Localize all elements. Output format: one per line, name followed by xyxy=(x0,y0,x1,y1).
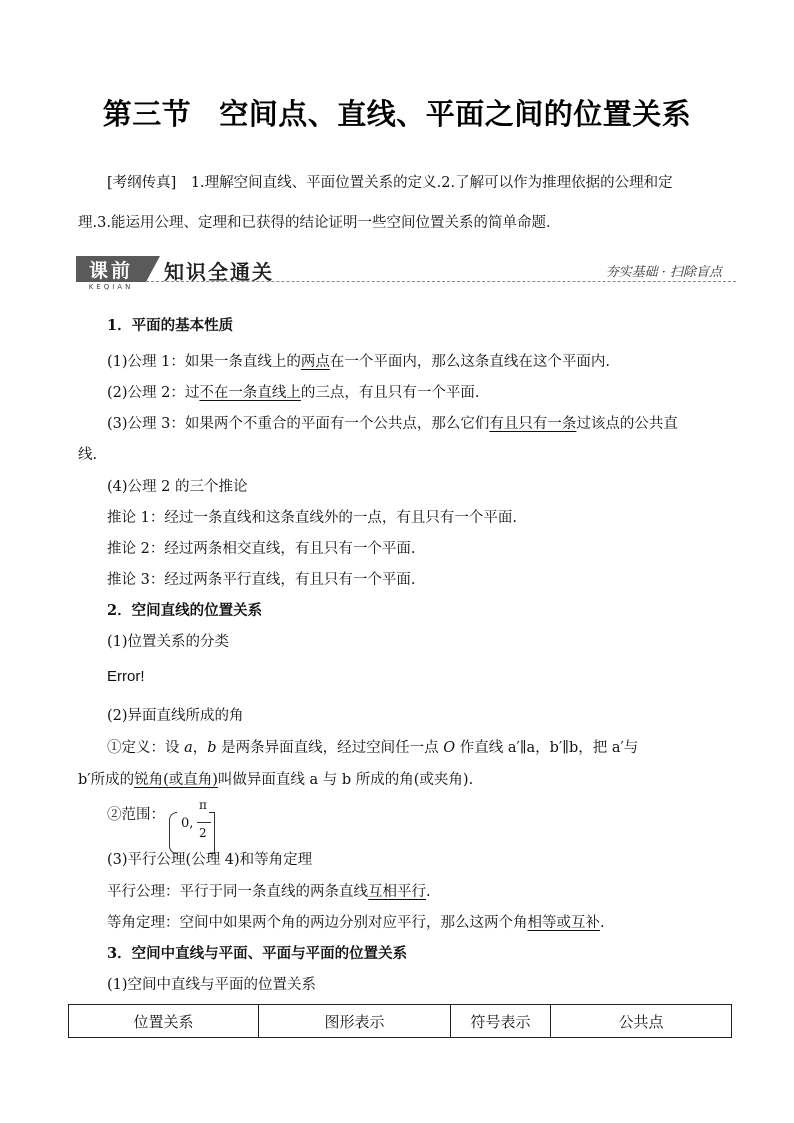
definition-line-1 xyxy=(107,733,729,763)
underlined-term: 互相平行 xyxy=(368,884,426,900)
error-text: Error! xyxy=(107,668,145,685)
text: 过该点的公共直 xyxy=(576,416,678,432)
col-relation: 位置关系 xyxy=(69,1005,259,1038)
s2-classification: (1)位置关系的分类 xyxy=(107,634,230,650)
text: 平行公理：平行于同一条直线的两条直线 xyxy=(107,884,368,900)
col-symbol: 符号表示 xyxy=(451,1005,551,1038)
underlined-term: 两点 xyxy=(300,354,330,370)
text: 等角定理：空间中如果两个角的两边分别对应平行，那么这两个角 xyxy=(107,915,528,931)
text: 作直线 a′∥a，b′∥b，把 a′与 xyxy=(455,740,639,756)
outline-line-1: [考纲传真] 1.理解空间直线、平面位置关系的定义.2.了解可以作为推理依据的公理和定 xyxy=(107,175,673,191)
underlined-term: 相等或互补 xyxy=(527,915,600,931)
relation-table xyxy=(68,1004,732,1038)
underlined-term: 不在一条直线上 xyxy=(199,385,301,401)
col-common-points: 公共点 xyxy=(551,1005,732,1038)
corollary-3: 推论 3：经过两条平行直线，有且只有一个平面. xyxy=(107,572,416,588)
parallel-axiom xyxy=(107,877,729,907)
text: . xyxy=(426,884,431,900)
table-header-row xyxy=(69,1005,732,1038)
var-b: b xyxy=(207,740,217,756)
col-figure: 图形表示 xyxy=(259,1005,451,1038)
banner-tag: 课前 xyxy=(76,256,146,282)
text: 在一个平面内，那么这条直线在这个平面内. xyxy=(329,354,610,370)
section-banner xyxy=(76,256,736,292)
range-denominator: 2 xyxy=(199,826,207,840)
corollary-1: 推论 1：经过一条直线和这条直线外的一点，有且只有一个平面. xyxy=(107,510,517,526)
equal-angle-theorem xyxy=(107,908,729,938)
range-zero: 0, xyxy=(181,816,194,831)
underlined-term: 锐角(或直角) xyxy=(134,772,218,788)
corollary-2: 推论 2：经过两条相交直线，有且只有一个平面. xyxy=(107,541,416,557)
range-numerator: π xyxy=(199,798,207,812)
text: 是两条异面直线，经过空间任一点 xyxy=(216,740,444,756)
axiom-1 xyxy=(107,347,729,377)
underlined-term: 有且只有一条 xyxy=(489,416,577,432)
text: b′所成的 xyxy=(78,772,135,788)
s2-parallel-theorem: (3)平行公理(公理 4)和等角定理 xyxy=(107,852,313,868)
section-number: 第三节 xyxy=(102,97,192,131)
text: (3)公理 3：如果两个不重合的平面有一个公共点，那么它们 xyxy=(107,416,490,432)
axiom-3-cont: 线. xyxy=(78,447,98,463)
var-o: O xyxy=(443,740,456,756)
text: (2)公理 2：过 xyxy=(107,385,200,401)
text: ， xyxy=(192,740,208,756)
text: (1)公理 1：如果一条直线上的 xyxy=(107,354,301,370)
text: . xyxy=(600,915,605,931)
text: ①定义：设 xyxy=(107,740,185,756)
definition-line-2 xyxy=(78,765,728,795)
text: 叫做异面直线 a 与 b 所成的角(或夹角). xyxy=(217,772,474,788)
banner-pinyin: KEQIAN xyxy=(88,283,134,291)
banner-slogan: 夯实基础 · 扫除盲点 xyxy=(605,265,722,280)
page-title xyxy=(0,92,794,133)
banner-heading: 知识全通关 xyxy=(164,260,274,284)
section-title: 空间点、直线、平面之间的位置关系 xyxy=(219,97,692,131)
s1-heading: 1．平面的基本性质 xyxy=(107,317,234,334)
axiom-3 xyxy=(107,409,729,439)
axiom-2-corollaries: (4)公理 2 的三个推论 xyxy=(107,479,248,495)
axiom-2 xyxy=(107,378,729,408)
text: 的三点，有且只有一个平面. xyxy=(300,385,480,401)
banner-rule xyxy=(146,281,736,282)
var-a: a xyxy=(184,740,193,756)
s2-heading: 2．空间直线的位置关系 xyxy=(107,602,263,619)
s3-line-plane: (1)空间中直线与平面的位置关系 xyxy=(107,977,317,993)
range-label: ②范围： xyxy=(107,807,165,823)
outline-line-2: 理.3.能运用公理、定理和已获得的结论证明一些空间位置关系的简单命题． xyxy=(78,215,561,231)
s2-skew-angle: (2)异面直线所成的角 xyxy=(107,708,244,724)
s3-heading: 3．空间中直线与平面、平面与平面的位置关系 xyxy=(107,945,408,962)
